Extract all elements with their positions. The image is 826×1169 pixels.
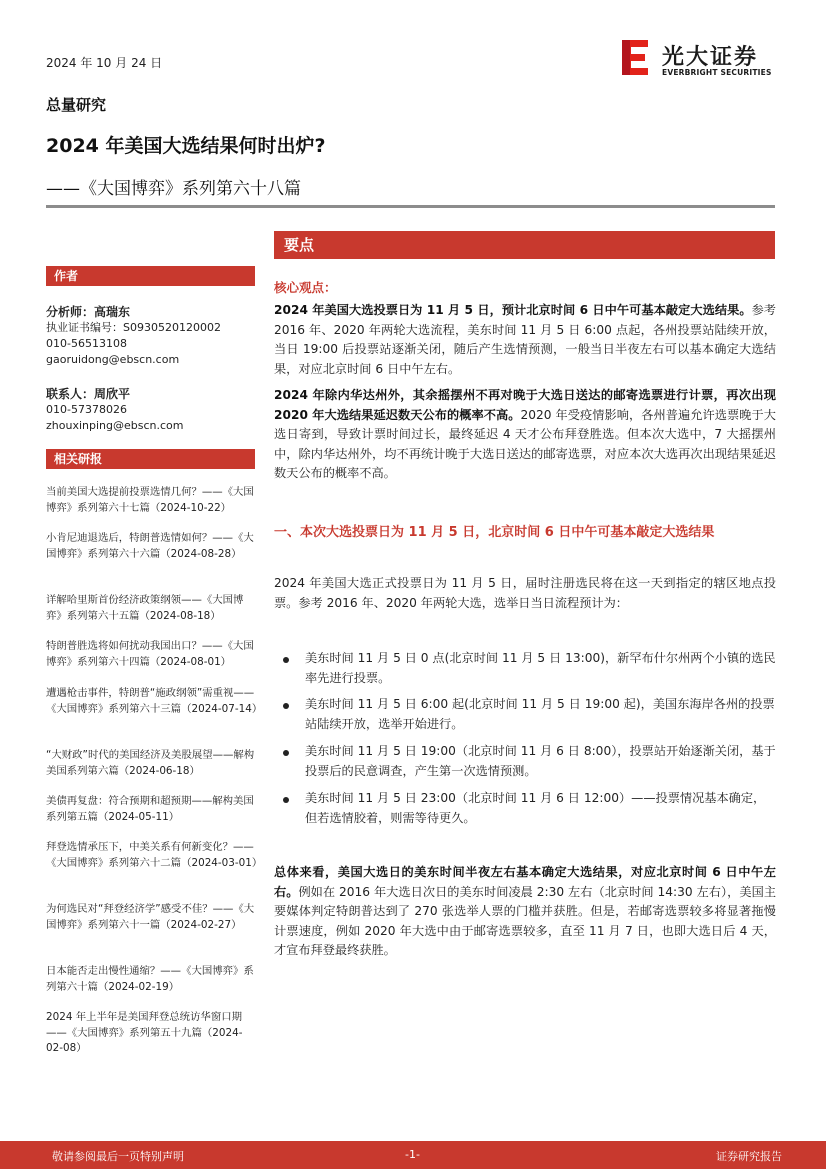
related-research-item[interactable]: “大财政”时代的美国经济及美股展望——解构美国系列第六篇（2024-06-18） — [46, 749, 255, 777]
analyst-block — [46, 304, 258, 368]
logo-text-cn: 光大证券 — [662, 45, 759, 70]
bullet-icon — [283, 797, 289, 803]
timeline-item: 美东时间 11 月 5 日 19:00（北京时间 11 月 6 日 8:00），投票站开始逐渐关闭，基于投票后的民意调查，产生第一次选情预测。 — [305, 744, 776, 778]
conclusion-paragraph — [274, 863, 776, 961]
report-date: 2024 年 10 月 24 日 — [46, 56, 163, 70]
related-research-item[interactable]: 当前美国大选提前投票选情几何？——《大国博弈》系列第六十七篇（2024-10-22） — [46, 486, 254, 514]
timeline-item: 美东时间 11 月 5 日 23:00（北京时间 11 月 6 日 12:00）——投票情况基本确定，但若选情胶着，则需等待更久。 — [305, 791, 766, 825]
page-number: -1- — [405, 1148, 420, 1161]
bullet-icon — [283, 703, 289, 709]
analyst-cert: 执业证书编号：S0930520120002 — [46, 321, 221, 334]
key-point-1-lead: 2024 年美国大选投票日为 11 月 5 日，预计北京时间 6 日中午可基本敲定大选结果。 — [274, 303, 752, 317]
timeline-item: 美东时间 11 月 5 日 0 点(北京时间 11 月 5 日 13:00)，新罕布什尔州两个小镇的选民率先进行投票。 — [305, 651, 776, 685]
everbright-logo-icon — [618, 38, 652, 78]
core-view-label: 核心观点： — [274, 280, 337, 295]
logo-text-en: EVERBRIGHT SECURITIES — [662, 68, 772, 77]
analyst-name: 高瑞东 — [94, 305, 131, 319]
author-heading: 作者 — [46, 266, 255, 286]
company-logo — [618, 38, 788, 82]
analyst-email[interactable]: gaoruidong@ebscn.com — [46, 353, 180, 366]
analyst-phone: 010-56513108 — [46, 337, 127, 350]
contact-block — [46, 386, 258, 434]
header-divider — [46, 205, 775, 208]
analyst-label: 分析师： — [46, 305, 95, 319]
related-research-item[interactable]: 为何选民对“拜登经济学”感受不佳？——《大国博弈》系列第六十一篇（2024-02-27） — [46, 903, 255, 931]
related-research-item[interactable]: 遭遇枪击事件，特朗普“施政纲领”需重视——《大国博弈》系列第六十三篇（2024-07-14） — [46, 687, 263, 715]
footer-report-type: 证券研究报告 — [716, 1150, 782, 1163]
related-research-item[interactable]: 特朗普胜选将如何扰动我国出口？——《大国博弈》系列第六十四篇（2024-08-01） — [46, 640, 254, 668]
research-heading: 相关研报 — [46, 449, 255, 469]
footer-disclaimer[interactable]: 敬请参阅最后一页特别声明 — [52, 1150, 184, 1163]
summary-heading: 要点 — [274, 231, 775, 259]
related-research-item[interactable]: 小肯尼迪退选后，特朗普选情如何？——《大国博弈》系列第六十六篇（2024-08-28） — [46, 532, 254, 560]
related-research-item[interactable]: 2024 年上半年是美国拜登总统访华窗口期——《大国博弈》系列第五十九篇（2024-02-08） — [46, 1011, 243, 1054]
timeline-item: 美东时间 11 月 5 日 6:00 起(北京时间 11 月 5 日 19:00 起)，美国东海岸各州的投票站陆续开放，选举开始进行。 — [305, 697, 775, 731]
bullet-icon — [283, 657, 289, 663]
report-subtitle: ——《大国博弈》系列第六十八篇 — [46, 179, 301, 199]
related-research-item[interactable]: 详解哈里斯首份经济政策纲领——《大国博弈》系列第六十五篇（2024-08-18） — [46, 594, 244, 622]
related-research-item[interactable]: 日本能否走出慢性通缩？——《大国博弈》系列第六十篇（2024-02-19） — [46, 965, 254, 993]
related-research-item[interactable]: 美债再复盘：符合预期和超预期——解构美国系列第五篇（2024-05-11） — [46, 795, 254, 823]
section-intro: 2024 年美国大选正式投票日为 11 月 5 日，届时注册选民将在这一天到指定的辖区地点投票。参考 2016 年、2020 年两轮大选，选举日当日流程预计为： — [274, 576, 776, 610]
section-title: 一、本次大选投票日为 11 月 5 日，北京时间 6 日中午可基本敲定大选结果 — [274, 525, 715, 540]
contact-email[interactable]: zhouxinping@ebscn.com — [46, 419, 184, 432]
key-point-2-lead: 2024 年除内华达州外，其余摇摆州不再对晚于大选日送达的邮寄选票进行计票，再次出现 2020 年大选结果延迟数天公布的概率不高。 — [274, 388, 776, 422]
contact-name: 周欣平 — [94, 387, 131, 401]
contact-phone: 010-57378026 — [46, 403, 127, 416]
report-category: 总量研究 — [46, 96, 107, 114]
key-point-2-body: 2020 年受疫情影响，各州普遍允许选票晚于大选日寄到，导致计票时间过长，最终延迟 4 天才公布拜登胜选。但本次大选中，7 大摇摆州中，除内华达州外，均不再统计晚于大选日送达的邮寄选票，对应本次大选再次出现结果延迟数天公布的概率不高。 — [274, 407, 776, 481]
conclusion-lead: 总体来看，美国大选日的美东时间半夜左右基本确定大选结果，对应北京时间 6 日中午左右。 — [274, 865, 776, 899]
bullet-icon — [283, 750, 289, 756]
key-point-1-body: 参考 2016 年、2020 年两轮大选流程，美东时间 11 月 5 日 6:00 点起，各州投票站陆续开放，当日 19:00 后投票站逐渐关闭，随后产生选情预测，一般当日半夜左右可以基本确定大选结果，对应北京时间 6 日中午左右。 — [274, 303, 776, 376]
report-title: 2024 年美国大选结果何时出炉? — [46, 135, 326, 157]
key-point-1 — [274, 301, 776, 379]
related-research-item[interactable]: 拜登选情承压下，中美关系有何新变化？——《大国博弈》系列第六十二篇（2024-03-01） — [46, 841, 263, 869]
key-point-2 — [274, 386, 776, 484]
conclusion-body: 例如在 2016 年大选日次日的美东时间凌晨 2:30 左右（北京时间 14:30 左右），美国主要媒体判定特朗普达到了 270 张选举人票的门槛并获胜。但是，若邮寄选票较多将显著拖慢计票速度，例如 2020 年大选中由于邮寄选票较多，直至 11 月 7 日，也即大选日后 4 天，才宣布拜登最终获胜。 — [274, 884, 777, 958]
contact-label: 联系人： — [46, 387, 95, 401]
